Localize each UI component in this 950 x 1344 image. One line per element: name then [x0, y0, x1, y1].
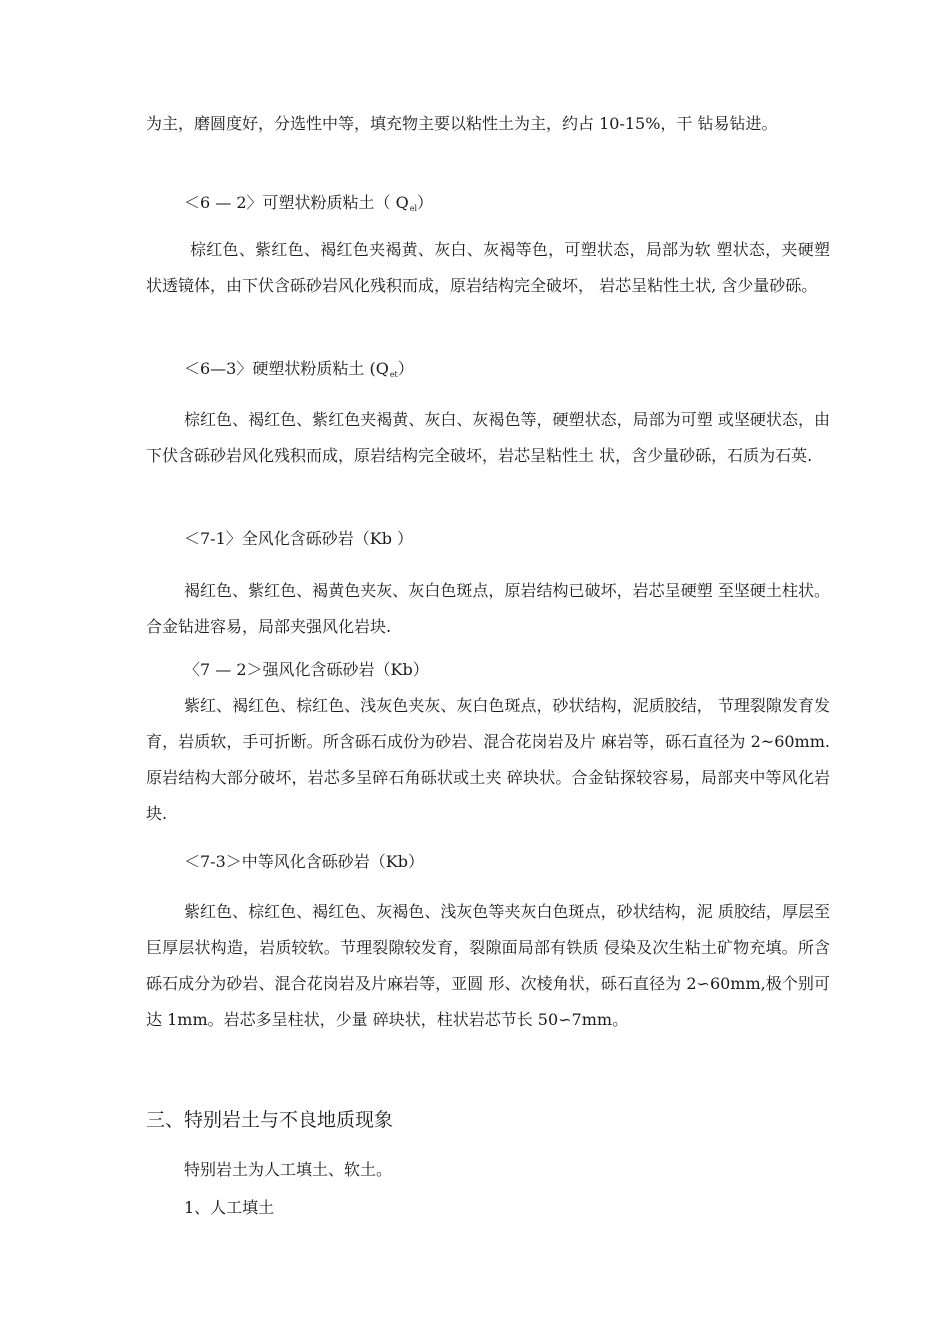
heading-6-3 [184, 357, 414, 387]
heading-7-1: ＜7-1〉全风化含砾砂岩（Kb ） [184, 529, 414, 548]
heading-6-2-tail: ） [417, 193, 434, 212]
heading-7-2: 〈7 — 2＞强风化含砾砂岩（Kb） [184, 660, 429, 679]
paragraph-7-3-description: 紫红色、棕红色、褐红色、灰褐色、浅灰色等夹灰白色斑点，砂状结构，泥 质胶结，厚层至巨厚层状构造，岩质较软。节理裂隙较发育，裂隙面局部有铁质 侵染及次生粘土矿物充填。所含砾石成分为砂岩、混合花岗岩及片麻岩等，亚圆 形、次棱角状，砾石直径为 2∽60mm,极个别可达 1mm。岩芯多呈柱状，少量 碎块状，柱状岩芯节长 50∽7mm。 [146, 902, 830, 1029]
heading-6-2-label: ＜6 — 2〉可塑状粉质粘土（ Q [184, 193, 409, 212]
heading-6-3-subscript: et [389, 370, 398, 379]
heading-6-3-tail: ） [397, 359, 414, 378]
paragraph-7-2-description: 紫红、褐红色、棕红色、浅灰色夹灰、灰白色斑点，砂状结构，泥质胶结， 节理裂隙发育发育，岩质软，手可折断。所含砾石成份为砂岩、混合花岗岩及片 麻岩等，砾石直径为 2~60mm. 原岩结构大部分破坏，岩芯多呈碎石角砾状或土夹 碎块状。合金钻探较容易，局部夹中等风化岩块. [146, 696, 830, 823]
heading-7-3: ＜7-3＞中等风化含砾砂岩（Kb） [184, 852, 424, 871]
paragraph-special-soils: 特别岩土为人工填土、软土。 [184, 1160, 393, 1179]
heading-6-3-label: ＜6—3〉硬塑状粉质粘土 (Q [184, 359, 389, 378]
paragraph-7-1-description: 褐红色、紫红色、褐黄色夹灰、灰白色斑点，原岩结构已破坏，岩芯呈硬塑 至坚硬土柱状。合金钻进容易，局部夹强风化岩块. [146, 581, 830, 636]
paragraph-gravel-continued: 为主，磨圆度好，分选性中等，填充物主要以粘性土为主，约占 10-15%，干 钻易钻进。 [146, 114, 778, 133]
paragraph-6-2-description: 棕红色、紫红色、褐红色夹褐黄、灰白、灰褐等色，可塑状态，局部为软 塑状态，夹硬塑状透镜体，由下伏含砾砂岩风化残积而成，原岩结构完全破坏， 岩芯呈粘性土状, 含少量砂砾。 [146, 240, 830, 295]
section-heading-3: 三、特别岩土与不良地质现象 [146, 1109, 394, 1131]
heading-6-2-subscript: el [409, 204, 418, 213]
paragraph-6-3-description: 棕红色、褐红色、紫红色夹褐黄、灰白、灰褐色等，硬塑状态，局部为可塑 或坚硬状态，由下伏含砾砂岩风化残积而成，原岩结构完全破坏，岩芯呈粘性土 状，含少量砂砾，石质为石英. [146, 410, 830, 465]
heading-6-2 [184, 191, 433, 221]
list-item-artificial-fill: 1、人工填土 [184, 1198, 275, 1217]
